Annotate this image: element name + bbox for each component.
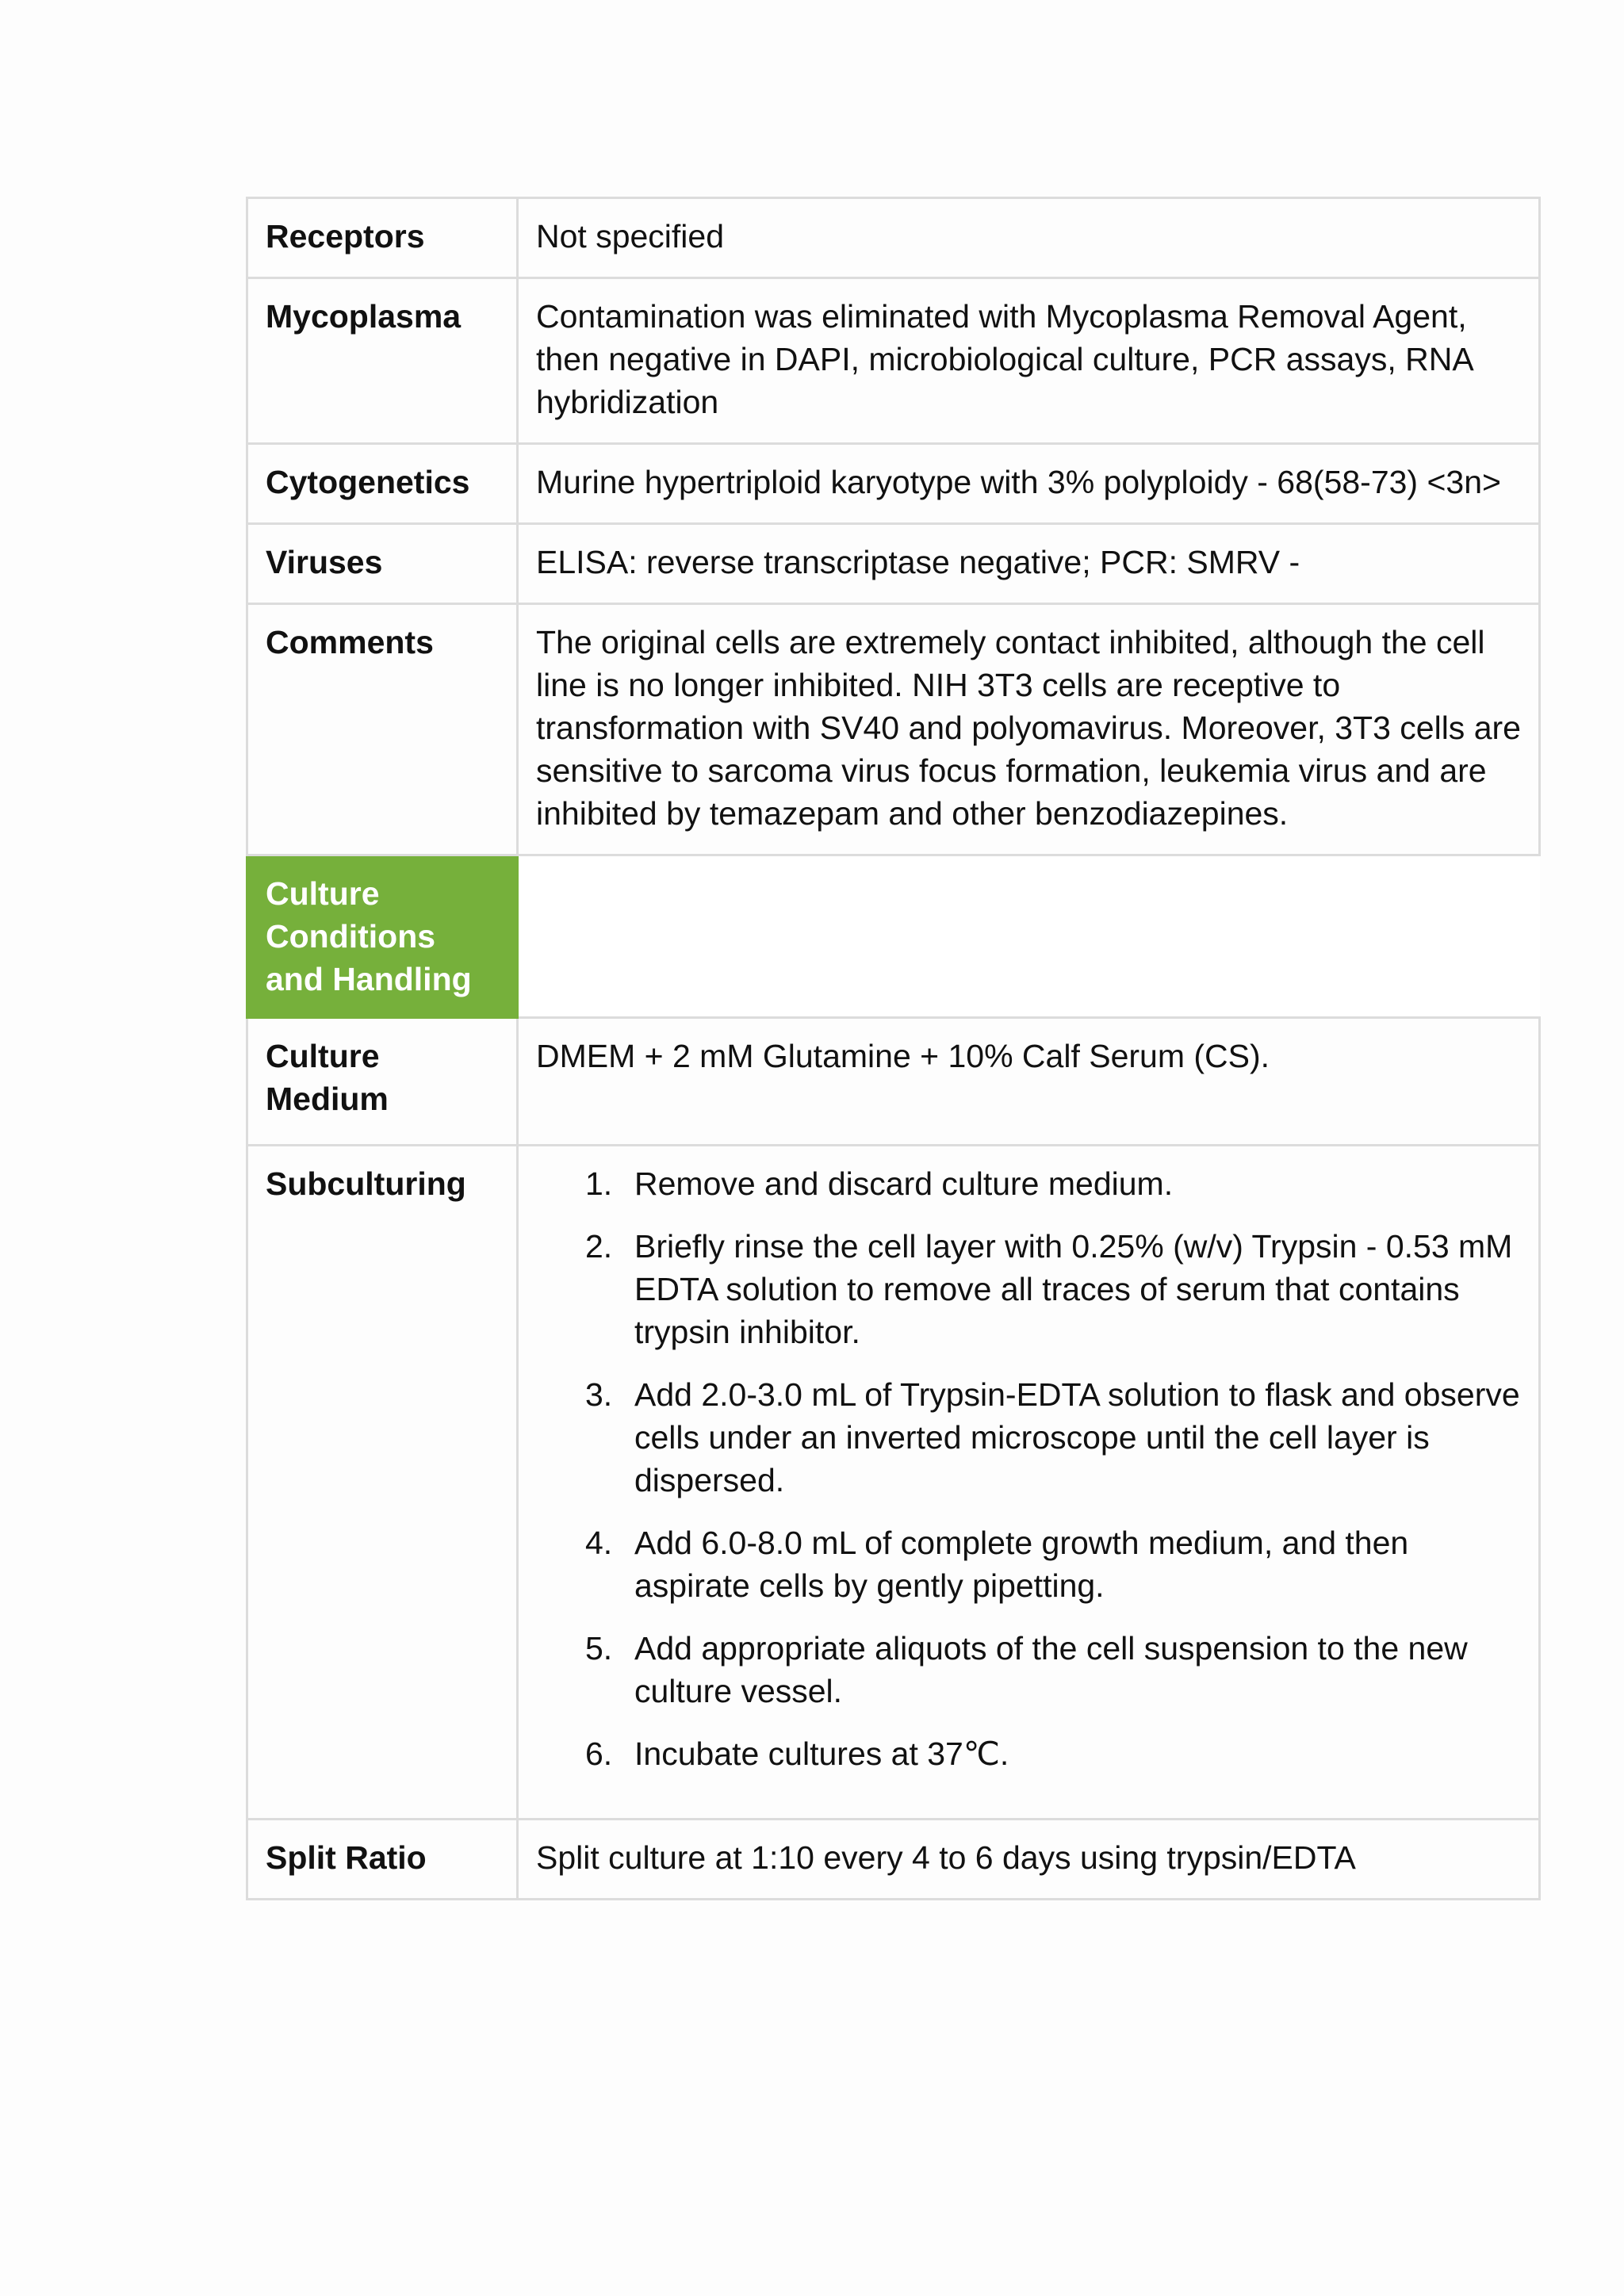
- row-label: Viruses: [266, 544, 383, 580]
- row-value: DMEM + 2 mM Glutamine + 10% Calf Serum (CS).: [536, 1038, 1270, 1074]
- step-number: 1.: [585, 1165, 613, 1202]
- row-comments: [247, 604, 1540, 855]
- row-subculturing: [247, 1146, 1540, 1820]
- list-item: [585, 1162, 1521, 1205]
- section-empty-cell: [519, 856, 1540, 891]
- step-number: 2.: [585, 1228, 613, 1265]
- list-item: [585, 1225, 1521, 1353]
- row-value: ELISA: reverse transcriptase negative; PCR: SMRV -: [536, 544, 1300, 580]
- row-label: Culture Medium: [266, 1038, 389, 1117]
- row-value: Murine hypertriploid karyotype with 3% polyploidy - 68(58-73) <3n>: [536, 464, 1501, 500]
- row-value: Not specified: [536, 218, 725, 254]
- step-text: Add 6.0-8.0 mL of complete growth medium, and then aspirate cells by gently pipetting.: [634, 1525, 1409, 1604]
- step-text: Add 2.0-3.0 mL of Trypsin-EDTA solution to flask and observe cells under an inverted microscope until the cell layer is dispersed.: [634, 1376, 1520, 1498]
- row-receptors: [247, 198, 1540, 278]
- row-value: Contamination was eliminated with Mycoplasma Removal Agent, then negative in DAPI, microbiological culture, PCR assays, RNA hybridization: [536, 298, 1473, 420]
- row-value: The original cells are extremely contact inhibited, although the cell line is no longer inhibited. NIH 3T3 cells are receptive to transformation with SV40 and polyomavirus. Moreover, 3T3 cells are sensitive to sarcoma virus focus formation, leukemia virus and are inhibited by temazepam and other benzodiazepines.: [536, 624, 1521, 832]
- row-label: Comments: [266, 624, 434, 660]
- step-number: 4.: [585, 1525, 613, 1561]
- step-number: 3.: [585, 1376, 613, 1413]
- row-label: Cytogenetics: [266, 464, 470, 500]
- step-text: Add appropriate aliquots of the cell suspension to the new culture vessel.: [634, 1630, 1468, 1709]
- list-item: [585, 1627, 1521, 1712]
- row-viruses: [247, 524, 1540, 604]
- row-split-ratio: [247, 1820, 1540, 1900]
- section-header-culture: [247, 855, 1540, 1018]
- list-item: [585, 1521, 1521, 1607]
- row-label: Split Ratio: [266, 1839, 427, 1876]
- row-cytogenetics: [247, 444, 1540, 524]
- row-culture-medium: [247, 1018, 1540, 1146]
- list-item: [585, 1732, 1521, 1775]
- row-label: Subculturing: [266, 1165, 466, 1202]
- subculturing-steps: [536, 1162, 1521, 1775]
- list-item: [585, 1373, 1521, 1502]
- row-label: Receptors: [266, 218, 425, 254]
- step-text: Briefly rinse the cell layer with 0.25% (w/v) Trypsin - 0.53 mM EDTA solution to remove all traces of serum that contains trypsin inhibitor.: [634, 1228, 1513, 1350]
- step-text: Remove and discard culture medium.: [634, 1165, 1174, 1202]
- cell-line-spec-table: [246, 197, 1541, 1900]
- row-mycoplasma: [247, 278, 1540, 444]
- row-label: Mycoplasma: [266, 298, 462, 335]
- step-number: 6.: [585, 1735, 613, 1772]
- row-value: Split culture at 1:10 every 4 to 6 days using trypsin/EDTA: [536, 1839, 1356, 1876]
- step-text: Incubate cultures at 37℃.: [634, 1735, 1009, 1772]
- section-title: Culture Conditions and Handling: [266, 875, 472, 997]
- step-number: 5.: [585, 1630, 613, 1667]
